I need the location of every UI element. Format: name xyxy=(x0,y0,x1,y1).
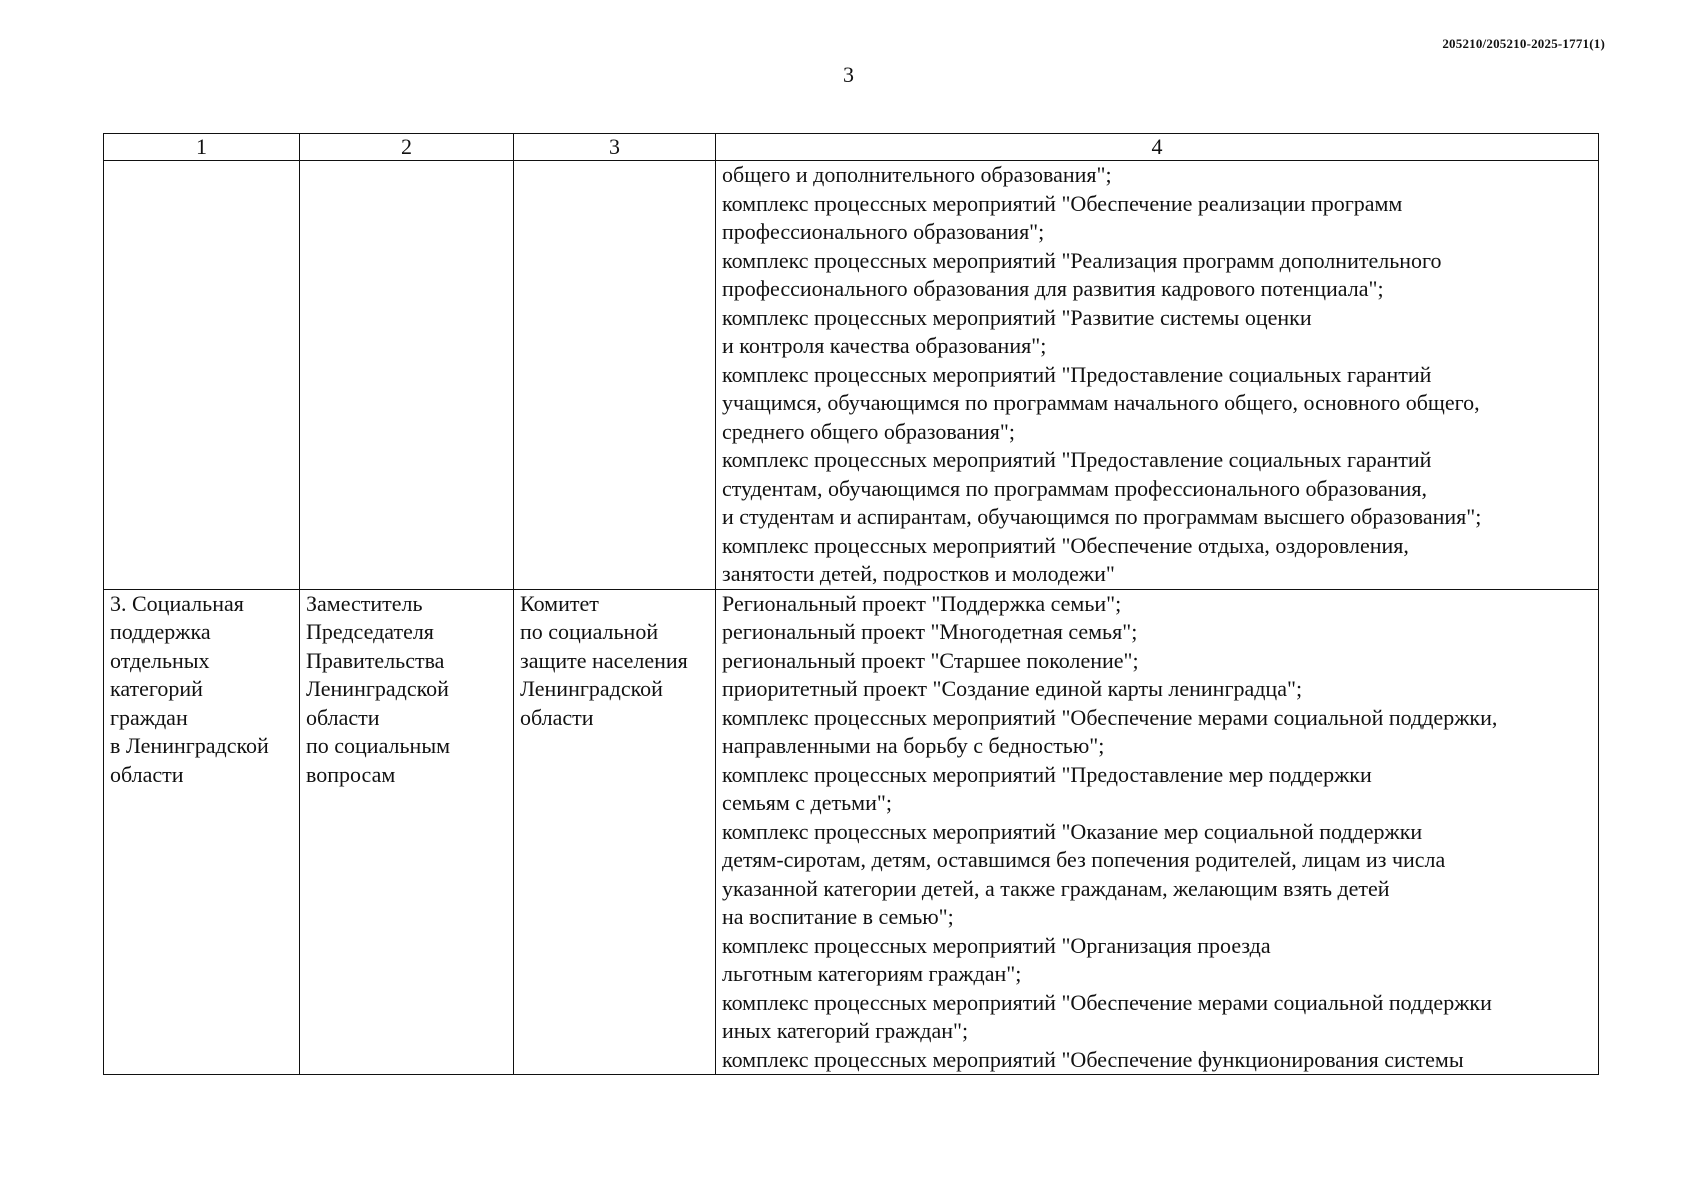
cell-text-line: области xyxy=(110,761,184,787)
page-number: 3 xyxy=(843,62,854,87)
cell-text-line: иных категорий граждан"; xyxy=(722,1018,969,1043)
cell-text-line: категорий xyxy=(110,676,203,701)
cell-text-line: комплекс процессных мероприятий "Реализация программ дополнительного xyxy=(722,247,1442,273)
cell-text-line: указанной категории детей, а также гражданам, желающим взять детей xyxy=(722,875,1390,901)
cell-text-line: области xyxy=(306,704,380,730)
cell-text-line: по социальным xyxy=(306,733,451,758)
cell-text-line: и студентам и аспирантам, обучающимся по программам высшего образования"; xyxy=(722,504,1482,529)
cell-text-line: региональный проект "Многодетная семья"; xyxy=(722,619,1138,644)
cell-text-line: направленными на борьбу с бедностью"; xyxy=(722,733,1105,758)
cell-text-line: учащимся, обучающимся по программам начального общего, основного общего, xyxy=(722,390,1480,415)
cell-text-line: профессионального образования для развития кадрового потенциала"; xyxy=(722,276,1384,301)
cell-text-line: комплекс процессных мероприятий "Оказание мер социальной поддержки xyxy=(722,818,1423,844)
cell-text-line: поддержка xyxy=(110,619,211,644)
cell-text-line: комплекс процессных мероприятий "Предоставление мер поддержки xyxy=(722,761,1372,787)
table-cell xyxy=(514,589,716,1075)
cell-text-line: в Ленинградской xyxy=(110,733,269,758)
cell-text-line: региональный проект "Старшее поколение"; xyxy=(722,647,1139,673)
cell-text-line: Ленинградской xyxy=(520,676,663,701)
column-header: 4 xyxy=(716,134,1599,161)
cell-text-line: и контроля качества образования"; xyxy=(722,333,1047,358)
cell-text-line: семьям с детьми"; xyxy=(722,790,892,815)
cell-text-line: комплекс процессных мероприятий "Обеспечение функционирования системы xyxy=(722,1046,1464,1072)
cell-text-line: приоритетный проект "Создание единой карты ленинградца"; xyxy=(722,676,1303,701)
cell-text-line: Председателя xyxy=(306,619,434,644)
cell-text-line: комплекс процессных мероприятий "Обеспечение мерами социальной поддержки xyxy=(722,989,1492,1015)
cell-text-line: на воспитание в семью"; xyxy=(722,904,954,929)
cell-text-line: по социальной xyxy=(520,619,659,644)
cell-text-line: комплекс процессных мероприятий "Предоставление социальных гарантий xyxy=(722,447,1432,472)
cell-text-line: Правительства xyxy=(306,647,445,673)
cell-text-line: комплекс процессных мероприятий "Обеспечение реализации программ xyxy=(722,190,1403,216)
cell-text-line: профессионального образования"; xyxy=(722,219,1045,244)
cell-text-line: комплекс процессных мероприятий "Обеспечение мерами социальной поддержки, xyxy=(722,704,1498,730)
cell-text-line: общего и дополнительного образования"; xyxy=(722,162,1112,187)
table-cell xyxy=(104,589,300,1075)
cell-text-line: Ленинградской xyxy=(306,676,449,701)
column-header: 1 xyxy=(104,134,300,161)
cell-text-line: защите населения xyxy=(520,647,688,673)
program-table xyxy=(103,133,1599,1075)
cell-text-line: 3. Социальная xyxy=(110,590,244,616)
table-cell xyxy=(300,589,514,1075)
cell-text-line: комплекс процессных мероприятий "Обеспечение отдыха, оздоровления, xyxy=(722,532,1409,558)
table-cell xyxy=(716,161,1599,590)
table-header-row xyxy=(104,134,1599,161)
cell-text-line: льготным категориям граждан"; xyxy=(722,961,1022,986)
table-row xyxy=(104,161,1599,590)
column-header: 3 xyxy=(514,134,716,161)
cell-text-line: среднего общего образования"; xyxy=(722,418,1015,444)
cell-text-line: комплекс процессных мероприятий "Развитие системы оценки xyxy=(722,304,1312,330)
cell-text-line: вопросам xyxy=(306,761,396,787)
table-cell xyxy=(514,161,716,590)
cell-text-line: комплекс процессных мероприятий "Предоставление социальных гарантий xyxy=(722,361,1432,387)
cell-text-line: отдельных xyxy=(110,647,210,673)
cell-text-line: Региональный проект "Поддержка семьи"; xyxy=(722,590,1122,616)
cell-text-line: области xyxy=(520,704,594,730)
table-cell xyxy=(716,589,1599,1075)
table-cell xyxy=(104,161,300,590)
column-header: 2 xyxy=(300,134,514,161)
cell-text-line: комплекс процессных мероприятий "Организация проезда xyxy=(722,932,1271,958)
table-row xyxy=(104,589,1599,1075)
cell-text-line: занятости детей, подростков и молодежи" xyxy=(722,561,1115,586)
document-id: 205210/205210-2025-1771(1) xyxy=(1442,36,1605,51)
cell-text-line: Заместитель xyxy=(306,590,423,616)
cell-text-line: детям-сиротам, детям, оставшимся без попечения родителей, лицам из числа xyxy=(722,847,1446,872)
table-cell xyxy=(300,161,514,590)
cell-text-line: Комитет xyxy=(520,590,599,616)
cell-text-line: студентам, обучающимся по программам профессионального образования, xyxy=(722,475,1428,501)
cell-text-line: граждан xyxy=(110,704,188,730)
